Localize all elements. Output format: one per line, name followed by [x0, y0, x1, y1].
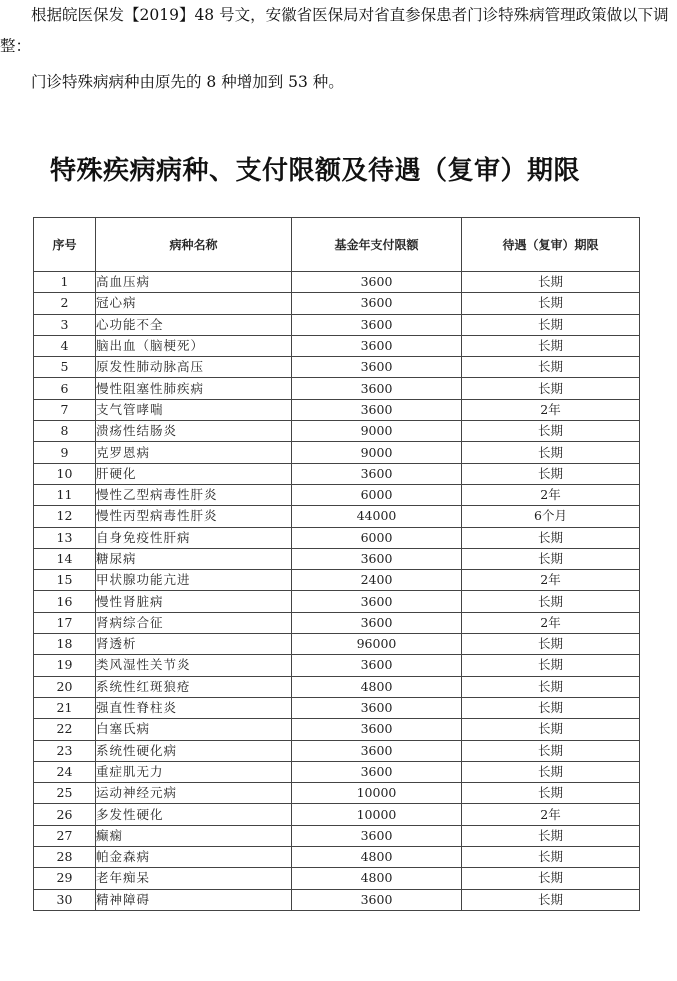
row-number: 11	[34, 484, 96, 505]
table-row	[34, 825, 640, 846]
intro-paragraph-1: 根据皖医保发【2019】48 号文，安徽省医保局对省直参保患者门诊特殊病管理政策做以下调整：	[0, 6, 669, 55]
annual-limit: 3600	[292, 889, 462, 910]
review-period: 2年	[462, 612, 640, 633]
review-period: 长期	[462, 676, 640, 697]
disease-name: 肾透析	[96, 634, 292, 655]
table-row	[34, 570, 640, 591]
annual-limit: 3600	[292, 314, 462, 335]
review-period: 长期	[462, 719, 640, 740]
disease-name: 强直性脊柱炎	[96, 697, 292, 718]
row-number: 30	[34, 889, 96, 910]
disease-table	[33, 217, 640, 911]
review-period: 2年	[462, 484, 640, 505]
table-row	[34, 591, 640, 612]
table-row	[34, 399, 640, 420]
annual-limit: 10000	[292, 804, 462, 825]
annual-limit: 3600	[292, 463, 462, 484]
annual-limit: 3600	[292, 612, 462, 633]
row-number: 20	[34, 676, 96, 697]
row-number: 19	[34, 655, 96, 676]
row-number: 5	[34, 357, 96, 378]
header-name: 病种名称	[96, 218, 292, 272]
annual-limit: 3600	[292, 357, 462, 378]
row-number: 25	[34, 783, 96, 804]
disease-name: 慢性肾脏病	[96, 591, 292, 612]
row-number: 18	[34, 634, 96, 655]
row-number: 13	[34, 527, 96, 548]
annual-limit: 3600	[292, 719, 462, 740]
table-row	[34, 634, 640, 655]
table-row	[34, 484, 640, 505]
annual-limit: 2400	[292, 570, 462, 591]
disease-name: 肾病综合征	[96, 612, 292, 633]
annual-limit: 10000	[292, 783, 462, 804]
annual-limit: 3600	[292, 378, 462, 399]
row-number: 3	[34, 314, 96, 335]
table-row	[34, 527, 640, 548]
row-number: 15	[34, 570, 96, 591]
review-period: 长期	[462, 378, 640, 399]
disease-name: 运动神经元病	[96, 783, 292, 804]
review-period: 长期	[462, 825, 640, 846]
disease-name: 白塞氏病	[96, 719, 292, 740]
review-period: 长期	[462, 655, 640, 676]
review-period: 长期	[462, 783, 640, 804]
row-number: 17	[34, 612, 96, 633]
row-number: 2	[34, 293, 96, 314]
annual-limit: 6000	[292, 527, 462, 548]
annual-limit: 4800	[292, 868, 462, 889]
disease-name: 冠心病	[96, 293, 292, 314]
row-number: 12	[34, 506, 96, 527]
row-number: 1	[34, 272, 96, 293]
annual-limit: 96000	[292, 634, 462, 655]
annual-limit: 6000	[292, 484, 462, 505]
disease-name: 克罗恩病	[96, 442, 292, 463]
disease-name: 精神障碍	[96, 889, 292, 910]
table-body	[34, 272, 640, 911]
table-row	[34, 442, 640, 463]
table-row	[34, 463, 640, 484]
row-number: 28	[34, 847, 96, 868]
disease-name: 帕金森病	[96, 847, 292, 868]
disease-name: 甲状腺功能亢进	[96, 570, 292, 591]
table-row	[34, 783, 640, 804]
review-period: 长期	[462, 272, 640, 293]
annual-limit: 3600	[292, 335, 462, 356]
review-period: 2年	[462, 570, 640, 591]
annual-limit: 3600	[292, 655, 462, 676]
annual-limit: 9000	[292, 421, 462, 442]
review-period: 长期	[462, 314, 640, 335]
row-number: 16	[34, 591, 96, 612]
review-period: 长期	[462, 527, 640, 548]
table-row	[34, 740, 640, 761]
annual-limit: 3600	[292, 697, 462, 718]
header-period: 待遇（复审）期限	[462, 218, 640, 272]
table-row	[34, 804, 640, 825]
table-row	[34, 335, 640, 356]
row-number: 27	[34, 825, 96, 846]
review-period: 长期	[462, 442, 640, 463]
table-row	[34, 676, 640, 697]
row-number: 26	[34, 804, 96, 825]
annual-limit: 3600	[292, 740, 462, 761]
review-period: 长期	[462, 847, 640, 868]
annual-limit: 3600	[292, 293, 462, 314]
review-period: 长期	[462, 740, 640, 761]
row-number: 4	[34, 335, 96, 356]
disease-name: 高血压病	[96, 272, 292, 293]
disease-name: 类风湿性关节炎	[96, 655, 292, 676]
review-period: 2年	[462, 804, 640, 825]
disease-name: 自身免疫性肝病	[96, 527, 292, 548]
row-number: 10	[34, 463, 96, 484]
table-row	[34, 506, 640, 527]
review-period: 6个月	[462, 506, 640, 527]
annual-limit: 44000	[292, 506, 462, 527]
table-row	[34, 847, 640, 868]
table-row	[34, 761, 640, 782]
disease-name: 脑出血（脑梗死）	[96, 335, 292, 356]
disease-name: 慢性丙型病毒性肝炎	[96, 506, 292, 527]
disease-name: 重症肌无力	[96, 761, 292, 782]
disease-name: 支气管哮喘	[96, 399, 292, 420]
row-number: 14	[34, 548, 96, 569]
review-period: 长期	[462, 889, 640, 910]
annual-limit: 3600	[292, 272, 462, 293]
disease-name: 慢性乙型病毒性肝炎	[96, 484, 292, 505]
review-period: 长期	[462, 335, 640, 356]
review-period: 长期	[462, 868, 640, 889]
row-number: 8	[34, 421, 96, 442]
table-row	[34, 378, 640, 399]
disease-name: 系统性红斑狼疮	[96, 676, 292, 697]
disease-name: 癫痫	[96, 825, 292, 846]
row-number: 6	[34, 378, 96, 399]
disease-name: 原发性肺动脉高压	[96, 357, 292, 378]
review-period: 长期	[462, 591, 640, 612]
table-row	[34, 314, 640, 335]
table-row	[34, 697, 640, 718]
table-row	[34, 655, 640, 676]
table-row	[34, 421, 640, 442]
review-period: 长期	[462, 421, 640, 442]
disease-name: 多发性硬化	[96, 804, 292, 825]
review-period: 长期	[462, 548, 640, 569]
annual-limit: 3600	[292, 399, 462, 420]
review-period: 长期	[462, 697, 640, 718]
table-header-row	[34, 218, 640, 272]
header-no: 序号	[34, 218, 96, 272]
table-row	[34, 719, 640, 740]
row-number: 21	[34, 697, 96, 718]
disease-name: 系统性硬化病	[96, 740, 292, 761]
annual-limit: 3600	[292, 591, 462, 612]
review-period: 长期	[462, 357, 640, 378]
annual-limit: 9000	[292, 442, 462, 463]
annual-limit: 4800	[292, 676, 462, 697]
table-row	[34, 272, 640, 293]
annual-limit: 4800	[292, 847, 462, 868]
table-row	[34, 868, 640, 889]
intro-paragraph-2: 门诊特殊病病种由原先的 8 种增加到 53 种。	[31, 73, 344, 91]
disease-name: 慢性阻塞性肺疾病	[96, 378, 292, 399]
table-title: 特殊疾病病种、支付限额及待遇（复审）期限	[50, 156, 581, 186]
row-number: 9	[34, 442, 96, 463]
table-row	[34, 548, 640, 569]
header-limit: 基金年支付限额	[292, 218, 462, 272]
table-row	[34, 889, 640, 910]
table-row	[34, 612, 640, 633]
disease-name: 溃疡性结肠炎	[96, 421, 292, 442]
annual-limit: 3600	[292, 761, 462, 782]
disease-name: 老年痴呆	[96, 868, 292, 889]
disease-name: 肝硬化	[96, 463, 292, 484]
row-number: 23	[34, 740, 96, 761]
row-number: 29	[34, 868, 96, 889]
disease-name: 糖尿病	[96, 548, 292, 569]
row-number: 7	[34, 399, 96, 420]
review-period: 长期	[462, 761, 640, 782]
annual-limit: 3600	[292, 548, 462, 569]
disease-name: 心功能不全	[96, 314, 292, 335]
table-row	[34, 357, 640, 378]
annual-limit: 3600	[292, 825, 462, 846]
table-row	[34, 293, 640, 314]
review-period: 长期	[462, 634, 640, 655]
row-number: 22	[34, 719, 96, 740]
review-period: 2年	[462, 399, 640, 420]
review-period: 长期	[462, 293, 640, 314]
row-number: 24	[34, 761, 96, 782]
intro-text	[0, 0, 677, 98]
review-period: 长期	[462, 463, 640, 484]
